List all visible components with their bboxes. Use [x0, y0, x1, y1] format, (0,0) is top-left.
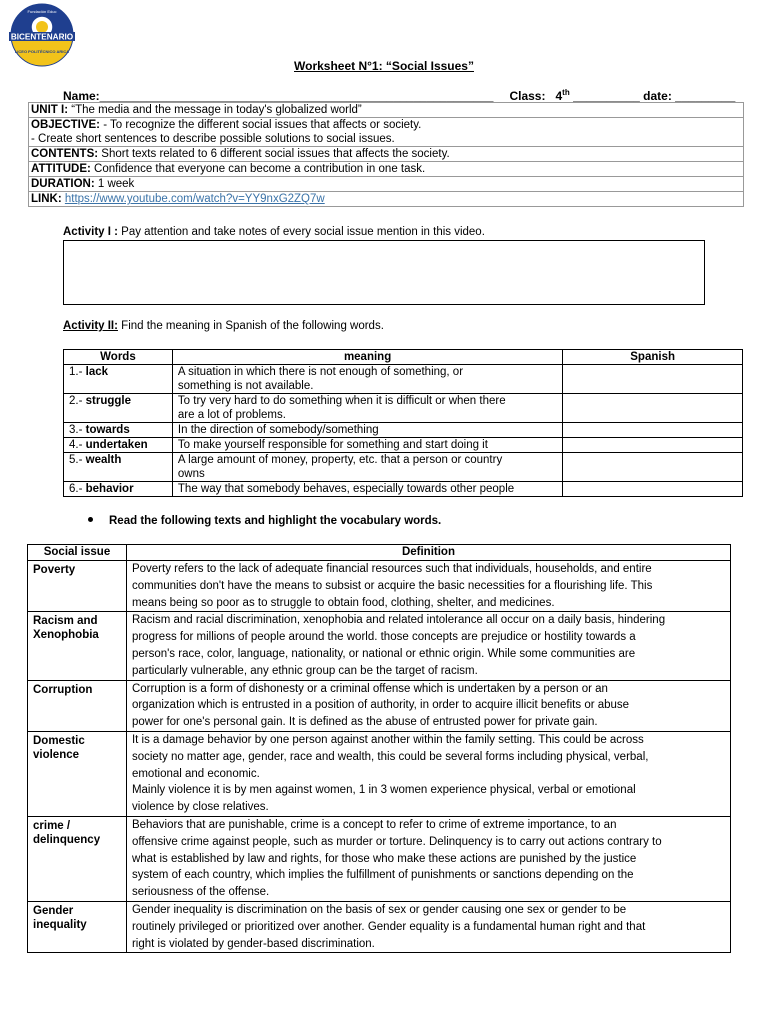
issue-name: Racism and Xenophobia [28, 612, 127, 680]
vocab-meaning: To make yourself responsible for something and start doing it [172, 438, 562, 453]
link-row [29, 192, 744, 207]
date-label: date: [643, 89, 672, 103]
class-sup: th [562, 88, 570, 97]
defs-row [28, 731, 731, 816]
objective-label: OBJECTIVE: [31, 119, 101, 131]
defs-header-row [28, 545, 731, 561]
class-label: Class: [509, 89, 546, 103]
vocab-spanish-cell[interactable] [563, 365, 743, 394]
vocab-meaning: To try very hard to do something when it is difficult or when there are a lot of problems. [172, 394, 562, 423]
video-link[interactable]: https://www.youtube.com/watch?v=YY9nxG2ZQ7w [64, 193, 325, 205]
logo-top-text: Fundación Educ [27, 9, 57, 14]
attitude-row [29, 162, 744, 177]
vocabulary-table [63, 349, 743, 497]
issue-definition: It is a damage behavior by one person against another within the family setting. This could be across society no matter age, gender, race and wealth, this could be several forms including physical, verbal, emotional and economic. Mainly violence it is by men against women, 1 in 3 women experience physical, verbal or emotional violence by close relatives. [126, 731, 730, 816]
vocab-row [64, 423, 743, 438]
activity-2-instruction [63, 320, 384, 332]
vocab-spanish-cell[interactable] [563, 423, 743, 438]
vocab-meaning: In the direction of somebody/something [172, 423, 562, 438]
duration-text: 1 week [94, 178, 135, 190]
objective-text: - To recognize the different social issues that affects or society. [100, 119, 422, 131]
vocab-row [64, 482, 743, 497]
logo-bottom-text: LICEO POLITÉCNICO ARICA [14, 49, 70, 54]
defs-row [28, 680, 731, 731]
unit-label: UNIT I: [31, 104, 69, 116]
name-field-label[interactable]: Name:___________________________________________________________ [63, 89, 494, 103]
defs-row [28, 612, 731, 680]
highlight-instruction [88, 515, 441, 527]
vocab-word: 6.- behavior [64, 482, 173, 497]
defs-header-issue: Social issue [28, 545, 127, 561]
vocab-spanish-cell[interactable] [563, 394, 743, 423]
class-value: 4 [555, 89, 563, 103]
duration-row [29, 177, 744, 192]
issue-name: Domestic violence [28, 731, 127, 816]
contents-label: CONTENTS: [31, 148, 99, 160]
vocab-meaning: A situation in which there is not enough of something, or something is not available. [172, 365, 562, 394]
class-blank[interactable]: __________ [573, 89, 640, 103]
link-label: LINK: [31, 193, 62, 205]
social-issues-table [27, 544, 731, 953]
issue-definition: Racism and racial discrimination, xenophobia and related intolerance all occur on a daily basis, hindering progress for millions of people around the world. those concepts are prejudice or hostility towards a person's race, color, language, nationality, or national or ethnic origin. While some communities are particularly vulnerable, any ethnic group can be the target of racism. [126, 612, 730, 680]
issue-name: crime / delinquency [28, 816, 127, 901]
vocab-meaning: A large amount of money, property, etc. that a person or country owns [172, 453, 562, 482]
vocab-word: 5.- wealth [64, 453, 173, 482]
attitude-label: ATTITUDE: [31, 163, 91, 175]
activity-1-label: Activity I : [63, 226, 118, 238]
vocab-word: 1.- lack [64, 365, 173, 394]
objective-row [29, 118, 744, 147]
unit-text: “The media and the message in today's globalized world” [68, 104, 362, 116]
contents-text: Short texts related to 6 different social issues that affects the society. [98, 148, 450, 160]
vocab-row [64, 438, 743, 453]
vocab-spanish-cell[interactable] [563, 438, 743, 453]
vocab-word: 4.- undertaken [64, 438, 173, 453]
activity-2-text: Find the meaning in Spanish of the following words. [117, 320, 384, 332]
vocab-row [64, 365, 743, 394]
activity-1-instruction [63, 226, 485, 238]
issue-name: Gender inequality [28, 901, 127, 952]
bullet-icon [88, 517, 93, 522]
issue-definition: Behaviors that are punishable, crime is a concept to refer to crime of extreme importance, to an offensive crime against people, such as murder or torture. Delinquency is to carry out actions contrary to what is established by law and rights, for those who make these actions are punished by the justice system of each country, which implies the fulfillment of punishments or sanctions depending on the seriousness of the offense. [126, 816, 730, 901]
duration-label: DURATION: [31, 178, 95, 190]
worksheet-title: Worksheet N°1: “Social Issues” [294, 59, 474, 73]
issue-name: Poverty [28, 561, 127, 612]
vocab-header-meaning: meaning [172, 350, 562, 365]
issue-definition: Gender inequality is discrimination on the basis of sex or gender causing one sex or gender to be routinely privileged or prioritized over another. Gender equality is a fundamental human right and that right is violated by gender-based discrimination. [126, 901, 730, 952]
defs-header-definition: Definition [126, 545, 730, 561]
notes-box[interactable] [63, 240, 705, 305]
defs-row [28, 816, 731, 901]
defs-row [28, 901, 731, 952]
vocab-row [64, 394, 743, 423]
highlight-instruction-text: Read the following texts and highlight the vocabulary words. [109, 515, 442, 527]
date-blank[interactable]: _________ [675, 89, 736, 103]
vocab-header-words: Words [64, 350, 173, 365]
vocab-word: 2.- struggle [64, 394, 173, 423]
activity-1-text: Pay attention and take notes of every social issue mention in this video. [117, 226, 485, 238]
activity-2-label: Activity II: [63, 320, 118, 332]
issue-name: Corruption [28, 680, 127, 731]
issue-definition: Corruption is a form of dishonesty or a criminal offense which is undertaken by a person or an organization which is entrusted in a position of authority, in order to acquire illicit benefits or abuse power for one's personal gain. It is defined as the abuse of entrusted power for private gain. [126, 680, 730, 731]
vocab-spanish-cell[interactable] [563, 482, 743, 497]
vocab-header-row [64, 350, 743, 365]
unit-info-table [28, 102, 744, 207]
unit-row [29, 103, 744, 118]
vocab-meaning: The way that somebody behaves, especially towards other people [172, 482, 562, 497]
defs-row [28, 561, 731, 612]
student-info-line [63, 88, 743, 103]
logo-main-text: BICENTENARIO [10, 32, 74, 42]
vocab-row [64, 453, 743, 482]
vocab-spanish-cell[interactable] [563, 453, 743, 482]
vocab-word: 3.- towards [64, 423, 173, 438]
objective-text-2: - Create short sentences to describe possible solutions to social issues. [31, 133, 395, 145]
attitude-text: Confidence that everyone can become a contribution in one task. [90, 163, 426, 175]
vocab-header-spanish: Spanish [563, 350, 743, 365]
issue-definition: Poverty refers to the lack of adequate financial resources such that individuals, households, and entire communities don't have the means to subsist or acquire the basic necessities for a flourishing life. This means being so poor as to struggle to obtain food, clothing, shelter, and medicines. [126, 561, 730, 612]
contents-row [29, 147, 744, 162]
